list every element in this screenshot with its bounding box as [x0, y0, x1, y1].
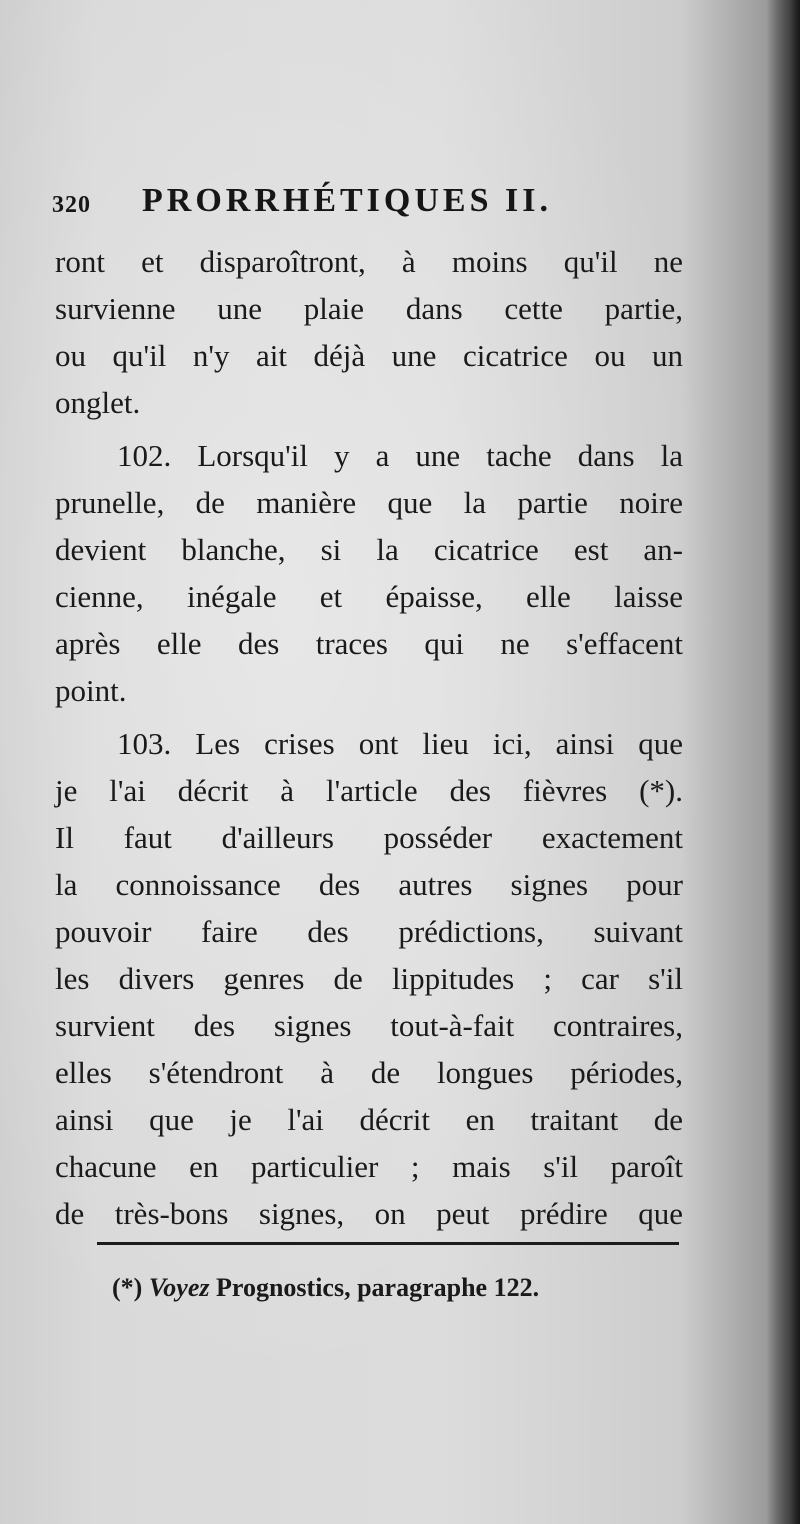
text-line: les divers genres de lippitudes ; car s'il — [55, 961, 683, 996]
footnote — [112, 1270, 672, 1306]
text-line: de très-bons signes, on peut prédire que — [55, 1196, 683, 1231]
text-line: survienne une plaie dans cette partie, — [55, 291, 683, 326]
footnote-voyez: Voyez — [148, 1273, 210, 1302]
paragraph-102-start: 102. Lorsqu'il y a une tache dans la — [117, 438, 683, 473]
text-line: Il faut d'ailleurs posséder exactement — [55, 820, 683, 855]
body-text — [55, 238, 683, 1237]
text-line: elles s'étendront à de longues périodes, — [55, 1055, 683, 1090]
text-line: je l'ai décrit à l'article des fièvres (*). — [55, 773, 683, 808]
page-number: 320 — [52, 192, 91, 218]
text-line: onglet. — [55, 385, 141, 420]
text-line: point. — [55, 673, 127, 708]
running-title: PRORRHÉTIQUES II. — [142, 182, 552, 219]
text-line: prunelle, de manière que la partie noire — [55, 485, 683, 520]
text-line: pouvoir faire des prédictions, suivant — [55, 914, 683, 949]
text-line: la connoissance des autres signes pour — [55, 867, 683, 902]
text-line: après elle des traces qui ne s'effacent — [55, 626, 683, 661]
paragraph-103-start: 103. Les crises ont lieu ici, ainsi que — [117, 726, 683, 761]
text-line: survient des signes tout-à-fait contraires, — [55, 1008, 683, 1043]
text-line: ront et disparoîtront, à moins qu'il ne — [55, 244, 683, 279]
text-line: devient blanche, si la cicatrice est an- — [55, 532, 683, 567]
text-line: ou qu'il n'y ait déjà une cicatrice ou un — [55, 338, 683, 373]
text-line: chacune en particulier ; mais s'il paroît — [55, 1149, 683, 1184]
footnote-marker: (*) — [112, 1273, 143, 1302]
footnote-rule — [97, 1242, 679, 1245]
footnote-text: Prognostics, paragraphe 122. — [216, 1273, 540, 1302]
text-line: cienne, inégale et épaisse, elle laisse — [55, 579, 683, 614]
page-header — [52, 182, 672, 226]
text-line: ainsi que je l'ai décrit en traitant de — [55, 1102, 683, 1137]
